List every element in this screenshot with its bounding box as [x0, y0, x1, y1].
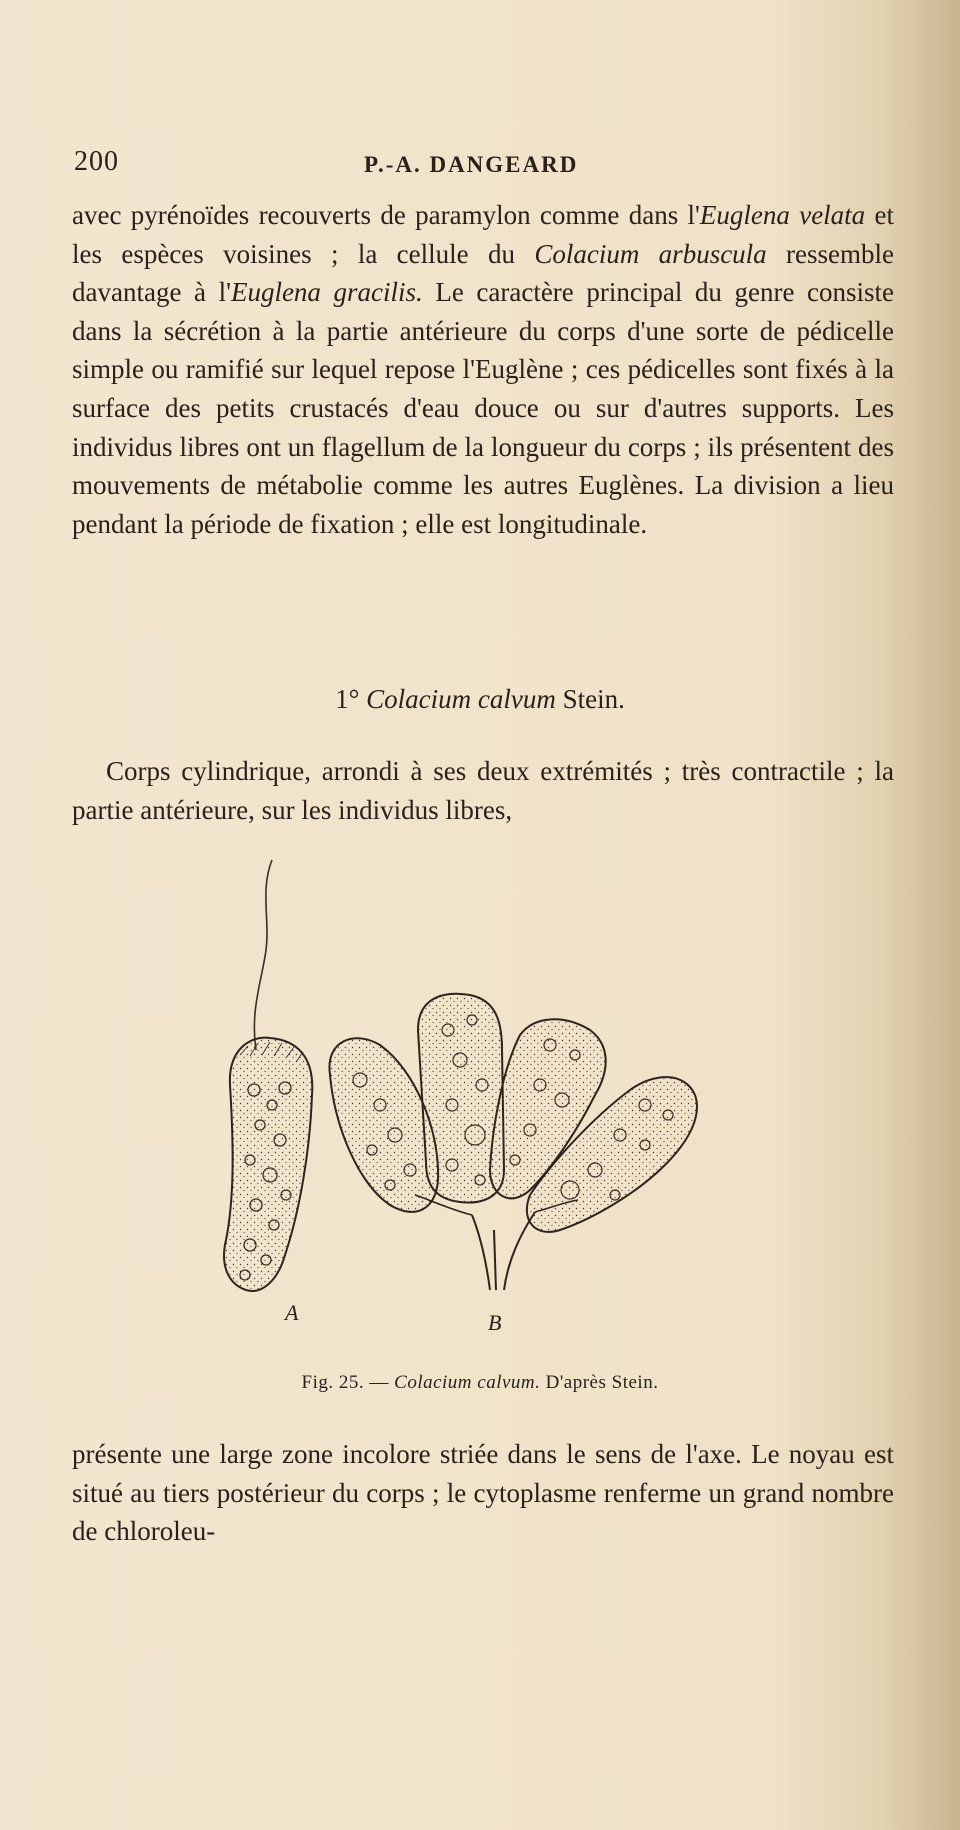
text-run: ressemble davantage à l' — [72, 238, 894, 308]
figure-colacium-illustration — [190, 850, 810, 1350]
section-species: Colacium calvum — [366, 684, 556, 714]
species-name-euglena-velata: Euglena velata — [699, 200, 866, 230]
figure-label-a: A — [285, 1300, 299, 1325]
running-head-author: P.-A. DANGEARD — [364, 152, 579, 177]
caption-suffix: D'après Stein. — [540, 1372, 659, 1393]
paragraph-genus-description — [72, 196, 894, 543]
figure-a-free-individual — [224, 860, 312, 1291]
caption-species: Colacium calvum. — [394, 1372, 541, 1393]
species-name-colacium-arbuscula: Colacium arbuscula — [534, 238, 767, 269]
pedicel — [472, 1212, 535, 1290]
running-head — [74, 146, 894, 182]
page-number: 200 — [74, 146, 119, 177]
flagellum — [254, 860, 272, 1050]
text-run: et les espèces voisines ; la cellule du — [72, 200, 894, 269]
paragraph-3-text: présente une large zone incolore striée dans le sens de l'axe. Le noyau est situé au tiers postérieur du corps ; le cytoplasme renferme un grand nombre de chloroleu- — [72, 1439, 894, 1547]
species-name-euglena-gracilis: Euglena gracilis. — [230, 277, 423, 308]
caption-prefix: Fig. 25. — — [301, 1372, 395, 1393]
figure-caption — [0, 1372, 960, 1394]
text-run: avec pyrénoïdes recouverts de paramylon comme dans l' — [72, 200, 700, 230]
section-heading — [0, 684, 960, 715]
section-author: Stein. — [562, 684, 625, 714]
figure-b-colony — [329, 994, 697, 1290]
section-number: 1° — [335, 684, 360, 714]
paragraph-1-text — [72, 196, 894, 543]
cell-body-a — [224, 1038, 312, 1291]
text-run: Le caractère principal du genre consiste dans la sécrétion à la partie antérieure du corps d'une sorte de pédicelle simple ou ramifié sur lequel repose l'Euglène ; ces pédicelles sont fixés à la surface des petits crustacés d'eau douce ou sur d'autres supports. Les individus libres ont un flagellum de la longueur du corps ; ils présentent des mouvements de métabolie comme les autres Euglènes. La division a lieu pendant la période de fixation ; elle est longitudinale. — [72, 277, 894, 539]
paragraph-colacium-calvum — [72, 752, 894, 829]
paragraph-description-continued — [72, 1435, 894, 1551]
paragraph-2-text: Corps cylindrique, arrondi à ses deux extrémités ; très contractile ; la partie antérieure, sur les individus libres, — [72, 756, 894, 825]
figure-label-b: B — [488, 1310, 502, 1335]
